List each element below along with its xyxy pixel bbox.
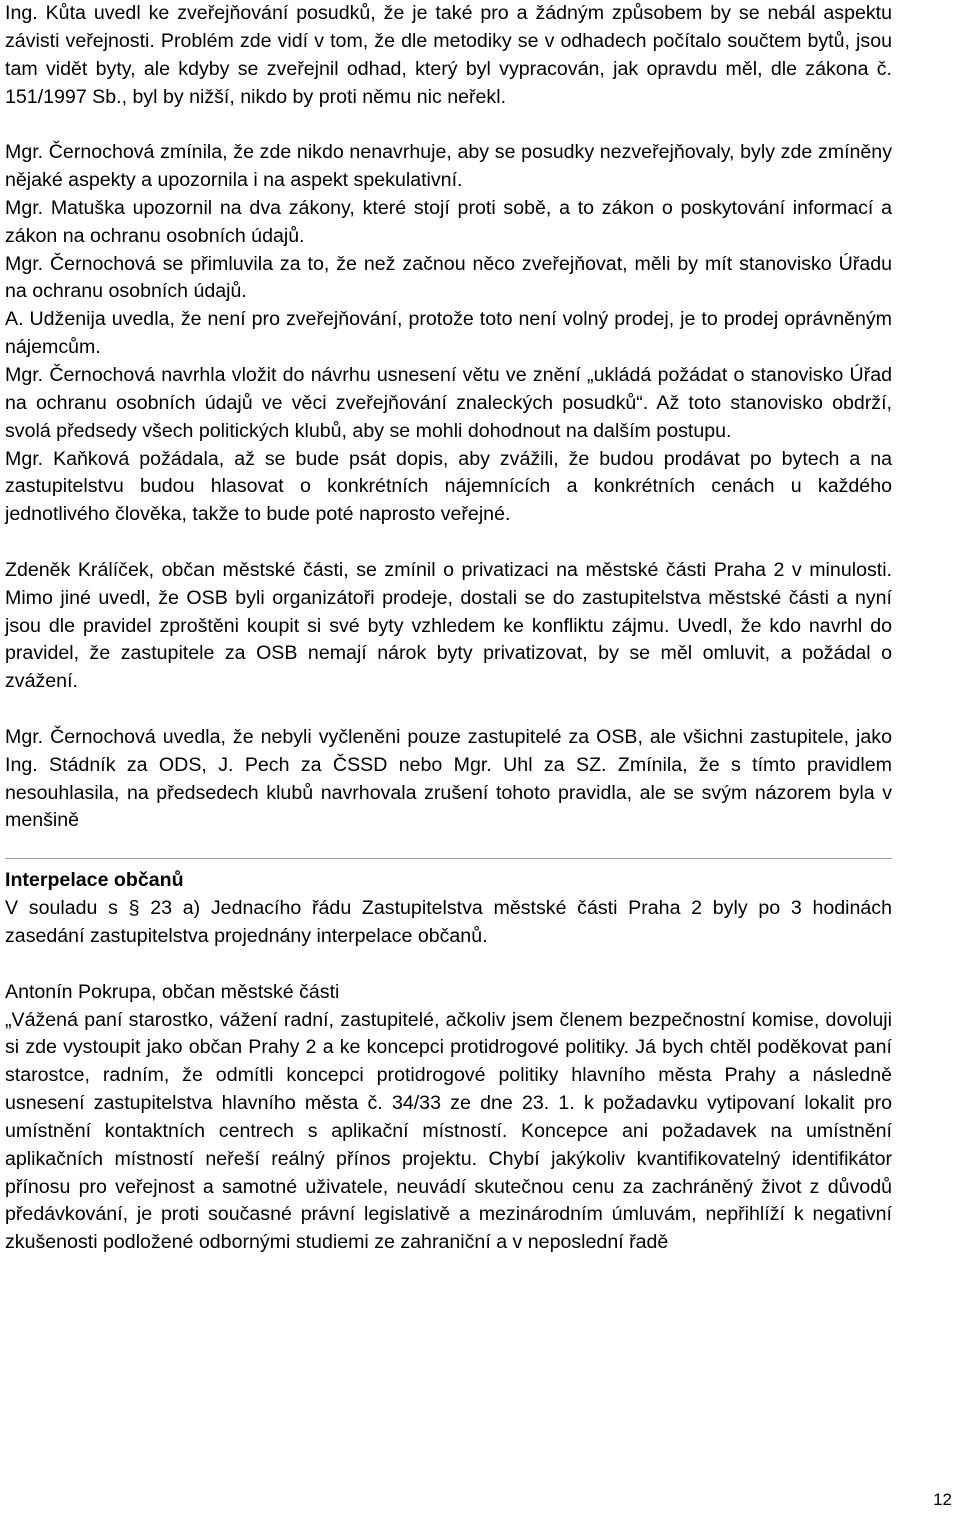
spacer [5,951,892,979]
paragraph-cernochova-1: Mgr. Černochová zmínila, že zde nikdo nenavrhuje, aby se posudky nezveřejňovaly, byly zde zmíněny nějaké aspekty a upozornila i na aspekt spekulativní. [5,141,892,192]
paragraph-udzenija: A. Udženija uvedla, že není pro zveřejňování, protože toto není volný prodej, je to prodej oprávněným nájemcům. [5,308,892,359]
paragraph-matuska: Mgr. Matuška upozornil na dva zákony, které stojí proti sobě, a to zákon o poskytování informací a zákon na ochranu osobních údajů. [5,196,892,247]
spacer [5,529,892,557]
spacer [5,696,892,724]
speaker-name: Antonín Pokrupa, občan městské části [5,980,340,1003]
paragraph-cernochova-2: Mgr. Černochová se přimluvila za to, že než začnou něco zveřejňovat, měli by mít stanovisko Úřadu na ochranu osobních údajů. [5,252,892,303]
paragraph-cernochova-4: Mgr. Černochová uvedla, že nebyli vyčleněni pouze zastupitelé za OSB, ale všichni zastupitele, jako Ing. Stádník za ODS, J. Pech za ČSSD nebo Mgr. Uhl za SZ. Zmínila, že s tímto pravidlem nesouhlasila, na předsedech klubů navrhovala zrušení tohoto pravidla, ale se svým názorem byla v menšině [5,725,892,832]
document-page [5,0,892,1257]
section-paragraph: V souladu s § 23 a) Jednacího řádu Zastupitelstva městské části Praha 2 byly po 3 hodinách zasedání zastupitelstva projednány interpelace občanů. [5,897,892,947]
section-heading: Interpelace občanů [5,869,184,892]
paragraph-kuta: Ing. Kůta uvedl ke zveřejňování posudků, že je také pro a žádným způsobem by se nebál aspektu závisti veřejnosti. Problém zde vidí v tom, že dle metodiky se v odhadech počítalo součtem bytů, jsou tam vidět byty, ale kdyby se zveřejnil odhad, který byl vypracován, jak opravdu měl, dle zákona č. 151/1997 Sb., byl by nižší, nikdo by proti němu nic neřekl. [5,2,892,108]
spacer [5,835,892,853]
paragraph-kankova: Mgr. Kaňková požádala, až se bude psát dopis, aby zvážili, že budou prodávat po bytech a na zastupitelstvu budou hlasovat o konkrétních nájemnících a konkrétních cenách u každého jednotlivého člověka, takže to bude poté naprosto veřejné. [5,447,892,526]
page-number: 12 [933,1490,952,1509]
paragraph-kralicek: Zdeněk Králíček, občan městské části, se zmínil o privatizaci na městské části Praha 2 v minulosti. Mimo jiné uvedl, že OSB byli organizátoři prodeje, dostali se do zastupitelstva městské části a nyní jsou dle pravidel zproštěni koupit si své byty vzhledem ke konfliktu zájmu. Uvedl, že kdo navrhl do pravidel, že zastupitele za OSB nemají nárok byty privatizovat, by se měl omluvit, a požádal o zvážení. [5,558,892,693]
spacer [5,111,892,139]
paragraph-cernochova-3: Mgr. Černochová navrhla vložit do návrhu usnesení větu ve znění „ukládá požádat o stanovisko Úřad na ochranu osobních údajů ve věci zveřejňování znaleckých posudků“. Až toto stanovisko obdrží, svolá předsedy všech politických klubů, aby se mohli dohodnout na dalším postupu. [5,363,892,442]
section-divider [5,858,892,859]
speech-text: „Vážená paní starostko, vážení radní, zastupitelé, ačkoliv jsem členem bezpečnostní komise, dovoluji si zde vystoupit jako občan Prahy 2 a ke koncepci protidrogové politiky. Já bych chtěl poděkovat paní starostce, radním, že odmítli koncepci protidrogové politiky hlavního města Prahy a následně usnesení zastupitelstva hlavního města č. 34/33 ze dne 23. 1. k požadavku vytipovaní lokalit pro umístnění kontaktních centrech s aplikační místností. Koncepce ani požadavek na umístnění aplikačních místností neřeší reálný přínos projektu. Chybí jakýkoliv kvantifikovatelný identifikátor přínosu pro veřejnost a samotné uživatele, neuvádí skutečnou cenu za zachráněný život z důvodů předávkování, je proti současné právní legislativě a mezinárodním úmluvám, nepřihlíží k negativní zkušenosti podložené odbornými studiemi ze zahraniční a v neposlední řadě [5,1008,892,1254]
